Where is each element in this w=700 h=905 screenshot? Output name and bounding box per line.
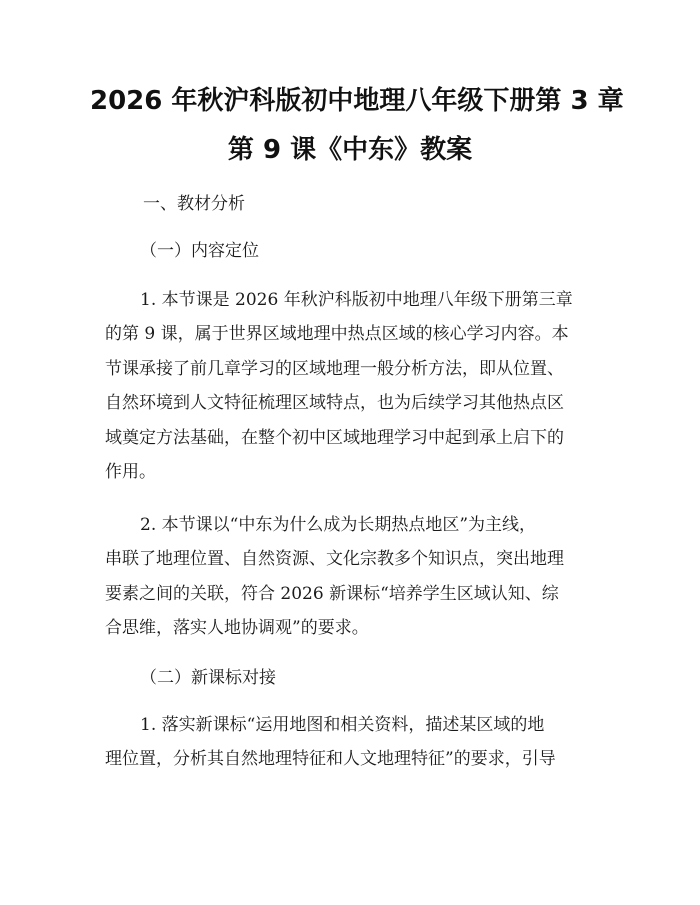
document-title-line-1: 2026 年秋沪科版初中地理八年级下册第 3 章 (90, 86, 624, 116)
paragraph-line: 1. 本节课是 2026 年秋沪科版初中地理八年级下册第三章 (140, 290, 573, 310)
paragraph-2 (105, 508, 599, 646)
document-title-line-2: 第 9 课《中东》教案 (227, 135, 473, 165)
paragraph-line: 2. 本节课以“中东为什么成为长期热点地区”为主线， (140, 515, 537, 535)
subsection-heading-new-curriculum-standards: （二）新课标对接 (140, 668, 276, 688)
paragraph-line: 合思维，落实人地协调观”的要求。 (105, 618, 369, 639)
paragraph-line: 理位置，分析其自然地理特征和人文地理特征”的要求，引导 (105, 749, 556, 770)
paragraph-line: 节课承接了前几章学习的区域地理一般分析方法，即从位置、 (105, 358, 564, 379)
paragraph-3 (105, 708, 599, 777)
section-heading-teaching-material-analysis: 一、教材分析 (143, 194, 245, 214)
paragraph-line: 域奠定方法基础，在整个初中区域地理学习中起到承上启下的 (105, 427, 564, 448)
paragraph-line: 自然环境到人文特征梳理区域特点，也为后续学习其他热点区 (105, 393, 564, 414)
subsection-heading-content-positioning: （一）内容定位 (140, 241, 259, 261)
paragraph-line: 1. 落实新课标“运用地图和相关资料，描述某区域的地 (140, 715, 545, 735)
paragraph-line: 作用。 (105, 461, 156, 482)
paragraph-line: 要素之间的关联，符合 2026 新课标“培养学生区域认知、综 (105, 583, 559, 604)
paragraph-1 (105, 283, 599, 489)
paragraph-line: 串联了地理位置、自然资源、文化宗教多个知识点，突出地理 (105, 549, 564, 570)
paragraph-line: 的第 9 课，属于世界区域地理中热点区域的核心学习内容。本 (105, 324, 569, 345)
